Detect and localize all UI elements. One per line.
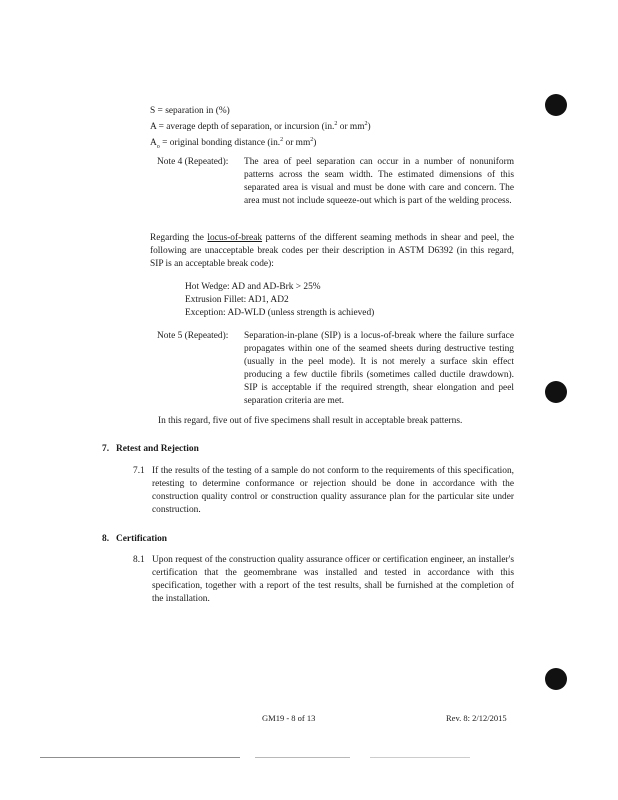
punch-hole-middle (545, 381, 567, 403)
break-code-list (185, 281, 505, 320)
definition-ao: $A_o$ = original bonding distance (in.$^2$ or $mm^2$) (150, 137, 317, 151)
note5-text: Separation-in-plane (SIP) is a locus-of-break where the failure surface propagates within one of the seamed sheets during destructive testing (usually in the peel mode). It is not merely a surface skin effect producing a few ductile fibrils (sometimes called ductile drawdown). SIP is acceptable if the required strength, shear elongation and peel separation criteria are met. (244, 331, 514, 406)
section7-item-number: 7.1 (133, 466, 145, 476)
punch-hole-top (545, 94, 567, 116)
scan-artifact-line (255, 757, 350, 758)
scan-artifact-line (40, 757, 240, 758)
section7-title: Retest and Rejection (116, 444, 199, 454)
definition-a: A = average depth of separation, or incursion (in.$^2$ or $mm^2$) (150, 121, 371, 133)
break-code-item: Extrusion Fillet: AD1, AD2 (185, 295, 289, 305)
section7-item-text: If the results of the testing of a sample do not conform to the requirements of this specification, retesting to determine conformance or rejection should be done in accordance with the construction quality control or construction quality assurance plan for the particular site under construction. (152, 466, 514, 515)
section8-item-number: 8.1 (133, 555, 145, 565)
punch-hole-bottom (545, 668, 567, 690)
section8-item-text: Upon request of the construction quality assurance officer or certification engineer, an installer's certification that the geomembrane was installed and tested in accordance with this specification, together with a report of the test results, shall be furnished at the completion of the installation. (152, 555, 514, 604)
section7-number: 7. (102, 444, 110, 454)
footer-page-id: GM19 - 8 of 13 (262, 713, 316, 723)
section8-number: 8. (102, 534, 110, 544)
note4-text: The area of peel separation can occur in a number of nonuniform patterns across the seam width. The estimated dimensions of this separated area is visual and must be done with care and concern. The area must not include squeeze-out which is part of the welding process. (244, 157, 514, 206)
note4-label: Note 4 (Repeated): (157, 157, 229, 167)
section8-title: Certification (116, 534, 168, 544)
definition-s: S = separation in (%) (150, 106, 230, 116)
scan-artifact-line (370, 757, 470, 758)
break-code-item: Exception: AD-WLD (unless strength is achieved) (185, 308, 375, 318)
break-code-item: Hot Wedge: AD and AD-Brk > 25% (185, 282, 321, 292)
definitions-block (150, 105, 530, 154)
footer-revision: Rev. 8: 2/12/2015 (446, 713, 507, 723)
locus-of-break-paragraph: Regarding the locus-of-break patterns of the different seaming methods in shear and peel, the following are unacceptable break codes per their description in ASTM D6392 (in this regard, SIP is an acceptable break code): (150, 233, 514, 269)
acceptable-patterns-line: In this regard, five out of five specimens shall result in acceptable break patterns. (158, 416, 463, 426)
note5-label: Note 5 (Repeated): (157, 331, 229, 341)
